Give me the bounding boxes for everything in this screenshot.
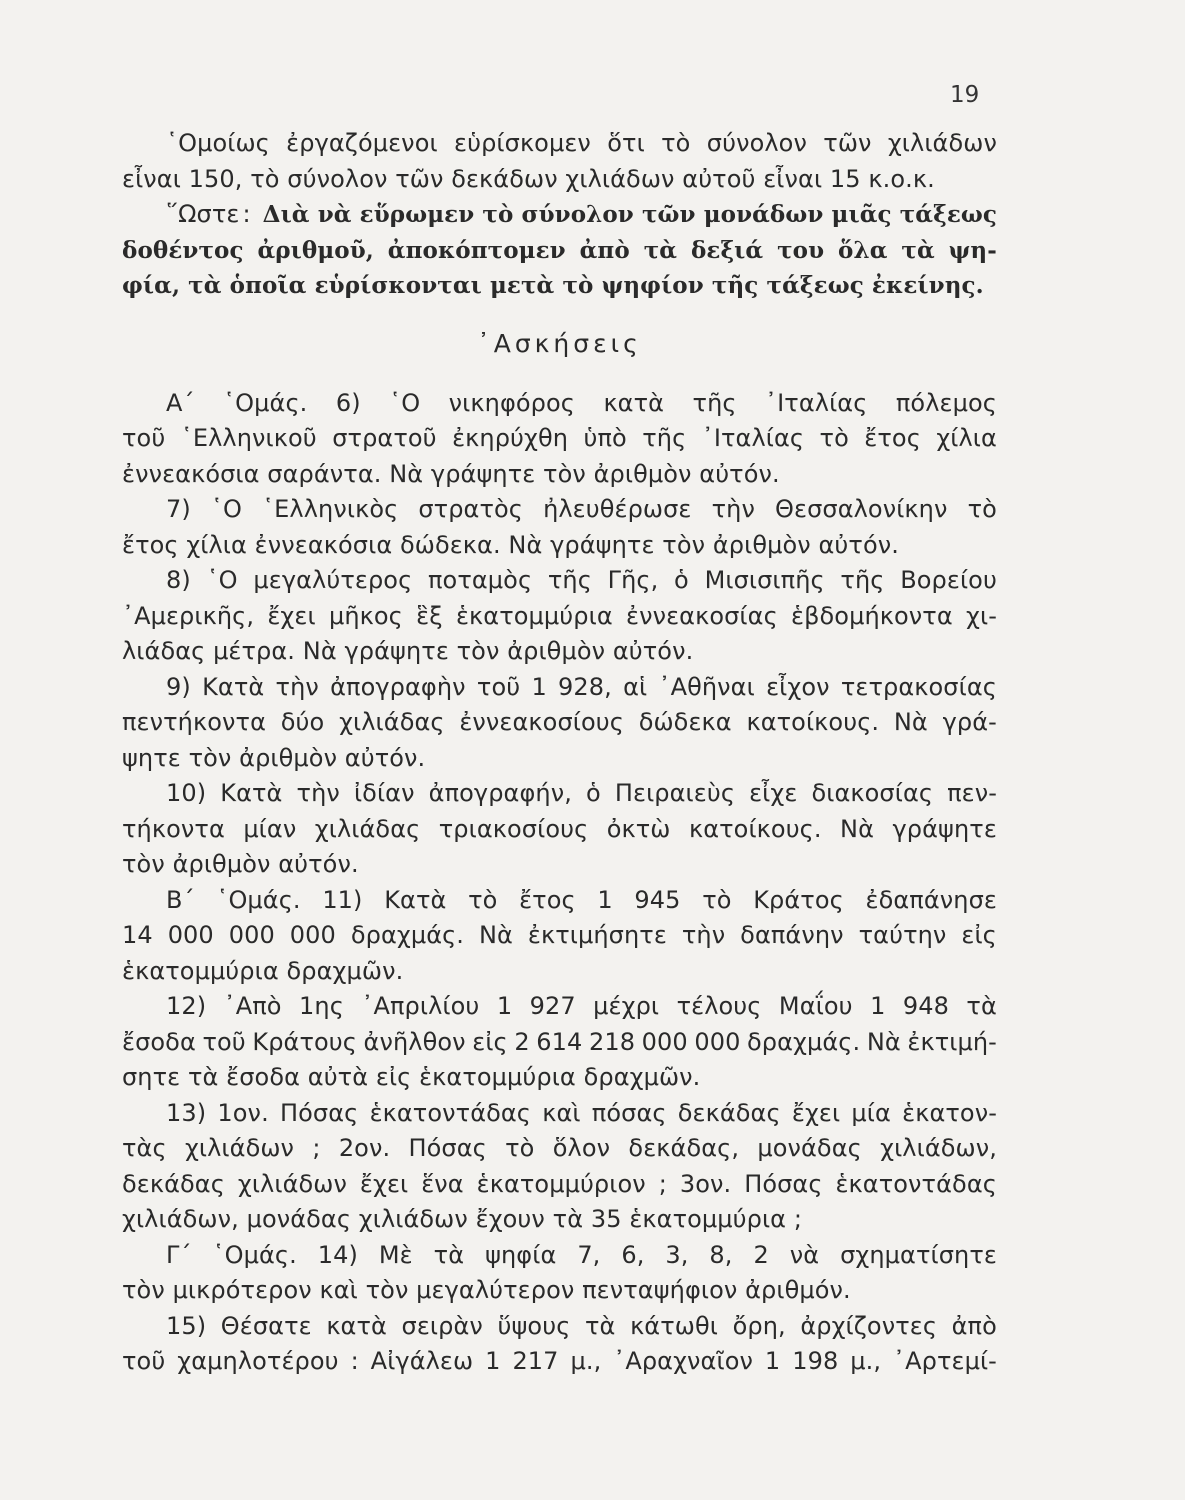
word: ῾Ο bbox=[210, 495, 242, 523]
word: Πόσας bbox=[744, 1169, 823, 1198]
word: ὅτι bbox=[607, 129, 645, 157]
rule-prefix bbox=[166, 197, 251, 233]
word: τὰ bbox=[643, 236, 678, 264]
word: τέλους bbox=[676, 992, 762, 1020]
word: ἐδαπάνησε bbox=[865, 885, 997, 914]
word: μία bbox=[851, 1098, 891, 1127]
word: 218 bbox=[588, 1027, 636, 1056]
word: 928, bbox=[558, 672, 612, 701]
word: ἀριθμοῦ, bbox=[257, 236, 374, 264]
word: 927 bbox=[529, 992, 576, 1020]
word: ἐννεακοσίους bbox=[459, 708, 624, 736]
text-line bbox=[122, 126, 997, 162]
exercise-line bbox=[122, 1060, 997, 1096]
word: 13) bbox=[166, 1098, 207, 1127]
word: δραχμάς. bbox=[350, 921, 465, 949]
text-span: ψητε τὸν ἀριθμὸν αὐτόν. bbox=[122, 743, 426, 772]
word: 217 bbox=[512, 1347, 559, 1375]
word: μῆκος bbox=[328, 601, 403, 630]
text-span bbox=[166, 1238, 997, 1274]
word: 11) bbox=[322, 885, 363, 914]
word: ποταμὸς bbox=[427, 566, 533, 594]
word: Γῆς, bbox=[607, 566, 659, 594]
word: Πόσας bbox=[408, 1134, 487, 1162]
word: ὅλα bbox=[838, 236, 888, 264]
word: χιλιάδας bbox=[339, 708, 445, 736]
exercise-line bbox=[122, 421, 997, 457]
word: τῆς bbox=[642, 424, 687, 452]
word: χιλιάδων, bbox=[880, 1134, 997, 1162]
rule-text bbox=[122, 233, 997, 269]
word: 000 bbox=[289, 921, 336, 949]
word: ἀπογραφὴν bbox=[330, 672, 466, 701]
word: τὸ bbox=[967, 495, 997, 523]
word: Πόσας bbox=[280, 1098, 359, 1127]
exercise-line bbox=[122, 1238, 997, 1274]
word: 12) bbox=[166, 992, 207, 1020]
text-span bbox=[122, 1167, 997, 1203]
word: ᾿Ιταλίας bbox=[765, 388, 868, 417]
word: 1 bbox=[531, 672, 547, 701]
word: 1 bbox=[597, 885, 613, 914]
text-span bbox=[122, 599, 997, 635]
word: χι- bbox=[966, 601, 997, 630]
word: νὰ bbox=[789, 1240, 820, 1269]
rule-line bbox=[122, 197, 997, 233]
rule-text: Διὰ νὰ εὕρωμεν τὸ σύνολον τῶν μονάδων μιᾶς τάξεως bbox=[262, 201, 997, 228]
word: ᾿Αθῆναι bbox=[658, 672, 755, 701]
word: τὰ bbox=[901, 236, 935, 264]
word: ἀποκόπτομεν bbox=[387, 236, 566, 264]
word: αἱ bbox=[623, 672, 648, 701]
word: μονάδας bbox=[757, 1134, 862, 1162]
word: ψηφία bbox=[485, 1240, 557, 1269]
text-span: λιάδας μέτρα. Νὰ γράψητε τὸν ἀριθμὸν αὐτόν. bbox=[122, 637, 694, 665]
text-span: εἶναι 150, τὸ σύνολον τῶν δεκάδων χιλιάδων αὐτοῦ εἶναι 15 κ.ο.κ. bbox=[122, 164, 935, 193]
exercise-line bbox=[122, 954, 997, 990]
word: ἔσοδα bbox=[122, 1027, 196, 1056]
word: τοῦ bbox=[476, 672, 521, 701]
text-span bbox=[122, 421, 997, 457]
word: ἔχει bbox=[359, 1169, 409, 1198]
word: ὁ bbox=[586, 779, 601, 807]
exercise-line bbox=[122, 1309, 997, 1345]
word: 2 bbox=[514, 1027, 530, 1056]
word: ἑκατον- bbox=[902, 1098, 997, 1127]
exercise-line bbox=[122, 883, 997, 919]
word: 000 bbox=[228, 921, 275, 949]
text-span: τὸν ἀριθμὸν αὐτόν. bbox=[122, 850, 359, 878]
word: κατὰ bbox=[326, 1311, 387, 1340]
word: Κατὰ bbox=[220, 779, 283, 807]
word: ἑκατομμύρια bbox=[455, 601, 613, 630]
text-span: ἐννεακόσια σαράντα. Νὰ γράψητε τὸν ἀριθμὸν αὐτόν. bbox=[122, 459, 780, 488]
word: χαμηλοτέρου bbox=[177, 1347, 339, 1375]
word: Κατὰ bbox=[384, 885, 447, 914]
word: σύνολον bbox=[706, 129, 807, 157]
word: ἕνα bbox=[421, 1169, 464, 1198]
word: ἑκατοντάδας bbox=[369, 1098, 531, 1127]
word: 1 bbox=[485, 1347, 501, 1375]
word: ; bbox=[658, 1169, 667, 1198]
exercise-line bbox=[122, 741, 997, 777]
word: τὰ bbox=[584, 1311, 616, 1340]
rule-text: φία, τὰ ὁποῖα εὑρίσκονται μετὰ τὸ ψηφίον τῆς τάξεως ἐκείνης. bbox=[122, 272, 984, 299]
word: ᾿Αραχναῖον bbox=[613, 1347, 753, 1375]
word: τὰς bbox=[122, 1134, 167, 1162]
word: ῾Ομάς. bbox=[216, 885, 301, 914]
word: Β΄ bbox=[166, 885, 195, 914]
word: Βορείου bbox=[900, 566, 997, 594]
word: εἶχον bbox=[766, 672, 830, 701]
word: ὀκτὼ bbox=[606, 814, 671, 843]
word: δεκάδας bbox=[677, 1098, 781, 1127]
word: τριακοσίους bbox=[438, 814, 589, 843]
word: τὴν bbox=[275, 672, 319, 701]
text-span: σητε τὰ ἔσοδα αὐτὰ εἰς ἑκατομμύρια δραχμῶν. bbox=[122, 1063, 701, 1091]
word: χιλιάδων bbox=[237, 1169, 347, 1198]
word: δραχμάς. bbox=[747, 1027, 861, 1056]
word: ῾Ομοίως bbox=[166, 129, 270, 157]
word: ἐννεακοσίας bbox=[626, 601, 778, 630]
word: ᾿Αρτεμί- bbox=[893, 1347, 997, 1375]
page-number: 19 bbox=[950, 82, 980, 108]
word: πόλεμος bbox=[895, 388, 997, 417]
word: ἑκατομμύριον bbox=[476, 1169, 646, 1198]
word: χιλιάδας bbox=[314, 814, 421, 843]
exercise-line bbox=[122, 989, 997, 1025]
word: 7) bbox=[166, 495, 191, 523]
word: ἓξ bbox=[416, 601, 443, 630]
word: ὕψους bbox=[497, 1311, 571, 1340]
word: ταύτην bbox=[858, 921, 947, 949]
word: ἑβδομήκοντα bbox=[791, 601, 953, 630]
word: ὁ bbox=[674, 566, 689, 594]
word: ἀπὸ bbox=[951, 1311, 997, 1340]
word: δώδεκα bbox=[638, 708, 732, 736]
word: 6, bbox=[621, 1240, 645, 1269]
text-span bbox=[166, 492, 997, 528]
word: τὰ bbox=[433, 1240, 465, 1269]
word: καὶ bbox=[542, 1098, 581, 1127]
word: ᾿Απὸ bbox=[223, 992, 282, 1020]
word: 1ης bbox=[299, 992, 344, 1020]
exercise-line bbox=[122, 1131, 997, 1167]
word: ἀνῆλθον bbox=[363, 1027, 466, 1056]
word: ἐκηρύχθη bbox=[452, 424, 569, 452]
exercise-line bbox=[122, 599, 997, 635]
word: 1 bbox=[870, 992, 886, 1020]
word: τὴν bbox=[681, 921, 726, 949]
word: σειρὰν bbox=[401, 1311, 483, 1340]
word: Νὰ bbox=[840, 814, 875, 843]
word: τετρακοσίας bbox=[840, 672, 997, 701]
word: 3, bbox=[665, 1240, 689, 1269]
word: χιλιάδων bbox=[184, 1134, 295, 1162]
word: Α΄ bbox=[166, 388, 195, 417]
word: του bbox=[777, 236, 825, 264]
word: τὴν bbox=[296, 779, 340, 807]
word: τοῦ bbox=[202, 1027, 246, 1056]
exercise-line bbox=[122, 1273, 997, 1309]
word: 3ον. bbox=[679, 1169, 732, 1198]
word: 948 bbox=[902, 992, 949, 1020]
word: ῾Ελληνικὸς bbox=[262, 495, 399, 523]
word: τήκοντα bbox=[122, 814, 225, 843]
exercise-line bbox=[122, 918, 997, 954]
word: ἠλευθέρωσε bbox=[543, 495, 692, 523]
word: χιλιάδων bbox=[887, 129, 997, 157]
word: 8, bbox=[709, 1240, 733, 1269]
word: ῾Ελληνικοῦ bbox=[180, 424, 317, 452]
word: τὸ bbox=[819, 424, 849, 452]
exercise-line bbox=[122, 670, 997, 706]
word: χίλια bbox=[936, 424, 997, 452]
word: δεκάδας, bbox=[628, 1134, 740, 1162]
word: ῾Ο bbox=[206, 566, 238, 594]
word: δεκάδας bbox=[122, 1169, 225, 1198]
exercise-line bbox=[122, 1096, 997, 1132]
text-span bbox=[122, 1131, 997, 1167]
section-heading: ᾿Ασκήσεις bbox=[477, 328, 642, 358]
word: 10) bbox=[166, 779, 207, 807]
text-span: χιλιάδων, μονάδας χιλιάδων ἔχουν τὰ 35 ἑκατομμύρια ; bbox=[122, 1205, 803, 1233]
word: μέχρι bbox=[593, 992, 660, 1020]
text-span bbox=[166, 386, 997, 422]
word: ᾿Απριλίου bbox=[361, 992, 480, 1020]
word: 000 bbox=[641, 1027, 688, 1056]
text-span bbox=[166, 1309, 997, 1345]
word: : bbox=[242, 200, 251, 228]
word: ῞Ωστε bbox=[166, 200, 240, 228]
text-span: τὸν μικρότερον καὶ τὸν μεγαλύτερον πενταψήφιον ἀριθμόν. bbox=[122, 1276, 851, 1304]
word: : bbox=[350, 1347, 359, 1375]
word: ἐκτιμήσητε bbox=[527, 921, 667, 949]
word: μίαν bbox=[243, 814, 297, 843]
word: δύο bbox=[280, 708, 325, 736]
word: 198 bbox=[792, 1347, 839, 1375]
rule-line bbox=[122, 268, 997, 304]
word: ὑπὸ bbox=[583, 424, 627, 452]
word: ᾿Αμερικῆς, bbox=[122, 601, 255, 630]
word: ἔτος bbox=[864, 424, 921, 452]
text-span bbox=[122, 1025, 997, 1061]
word: τῆς bbox=[840, 566, 885, 594]
exercise-list bbox=[122, 386, 997, 1380]
word: τὸ bbox=[661, 129, 691, 157]
word: ῾Ο bbox=[389, 388, 421, 417]
word: γράψητε bbox=[892, 814, 997, 843]
word: δοθέντος bbox=[122, 236, 244, 264]
word: ῾Ομάς. bbox=[212, 1240, 297, 1269]
word: ὅλον bbox=[552, 1134, 611, 1162]
word: ἔχει bbox=[791, 1098, 841, 1127]
text-span bbox=[122, 918, 997, 954]
exercise-line bbox=[122, 492, 997, 528]
word: Αἰγάλεω bbox=[370, 1347, 474, 1375]
word: Κράτος bbox=[753, 885, 844, 914]
word: 7, bbox=[577, 1240, 601, 1269]
exercise-line bbox=[122, 812, 997, 848]
word: στρατὸς bbox=[418, 495, 523, 523]
exercise-line bbox=[122, 847, 997, 883]
word: ἰδίαν bbox=[353, 779, 415, 807]
word: Μὲ bbox=[378, 1240, 413, 1269]
exercise-line bbox=[122, 528, 997, 564]
word: εὑρίσκομεν bbox=[454, 129, 591, 157]
word: 2ον. bbox=[338, 1134, 391, 1162]
word: Νὰ bbox=[893, 708, 928, 736]
word: τῶν bbox=[823, 129, 872, 157]
text-span bbox=[166, 883, 997, 919]
word: Κράτους bbox=[252, 1027, 357, 1056]
word: 945 bbox=[634, 885, 681, 914]
word: σχηματίσητε bbox=[840, 1240, 997, 1269]
word: τὰ bbox=[966, 992, 997, 1020]
text-line bbox=[122, 162, 997, 198]
word: ἔχει bbox=[267, 601, 316, 630]
word: γρά- bbox=[942, 708, 997, 736]
word: Νὰ bbox=[866, 1027, 901, 1056]
word: μ., bbox=[570, 1347, 602, 1375]
word: Κατὰ bbox=[202, 672, 265, 701]
word: διακοσίας bbox=[811, 779, 934, 807]
word: Νὰ bbox=[478, 921, 513, 949]
word: ᾿Ιταλίας bbox=[701, 424, 805, 452]
word: 000 bbox=[694, 1027, 741, 1056]
word: ἀπὸ bbox=[579, 236, 630, 264]
word: ἀρχίζοντες bbox=[800, 1311, 938, 1340]
word: ἑκατοντάδας bbox=[835, 1169, 997, 1198]
word: Πειραιεὺς bbox=[614, 779, 736, 807]
word: τοῦ bbox=[122, 1347, 166, 1375]
word: 1ον. bbox=[217, 1098, 269, 1127]
word: τῆς bbox=[692, 388, 737, 417]
word: ἐκτιμή- bbox=[907, 1027, 997, 1056]
exercise-line bbox=[122, 705, 997, 741]
exercise-line bbox=[122, 1025, 997, 1061]
word: ἐργαζόμενοι bbox=[286, 129, 438, 157]
text-span bbox=[122, 705, 997, 741]
word: 15) bbox=[166, 1311, 207, 1340]
exercise-line bbox=[122, 563, 997, 599]
word: Θεσσαλονίκην bbox=[775, 495, 948, 523]
word: τὴν bbox=[711, 495, 755, 523]
exercise-line bbox=[122, 386, 997, 422]
word: Μαΐου bbox=[778, 992, 853, 1020]
word: 14) bbox=[317, 1240, 358, 1269]
text-span bbox=[166, 563, 997, 599]
word: 9) bbox=[166, 672, 191, 701]
word: ὄρη, bbox=[732, 1311, 786, 1340]
word: κατὰ bbox=[603, 388, 665, 417]
text-span bbox=[122, 812, 997, 848]
word: δαπάνην bbox=[740, 921, 844, 949]
word: πεντήκοντα bbox=[122, 708, 266, 736]
text-span bbox=[166, 989, 997, 1025]
page-body bbox=[122, 126, 997, 1380]
word: κατοίκους. bbox=[688, 814, 822, 843]
word: τοῦ bbox=[122, 424, 166, 452]
word: 6) bbox=[335, 388, 361, 417]
word: νικηφόρος bbox=[448, 388, 575, 417]
word: ψη- bbox=[948, 236, 997, 264]
word: πεν- bbox=[947, 779, 997, 807]
word: εἶχε bbox=[749, 779, 798, 807]
word: ἔτος bbox=[519, 885, 576, 914]
text-span bbox=[166, 776, 997, 812]
word: ἀπογραφήν, bbox=[428, 779, 572, 807]
word: ῾Ομάς. bbox=[223, 388, 308, 417]
word: μ., bbox=[850, 1347, 882, 1375]
word: δεξιά bbox=[690, 236, 764, 264]
word: 1 bbox=[496, 992, 513, 1020]
text-span bbox=[166, 1096, 997, 1132]
word: στρατοῦ bbox=[332, 424, 437, 452]
text-span bbox=[122, 1344, 997, 1380]
word: κατοίκους. bbox=[746, 708, 880, 736]
word: Γ΄ bbox=[166, 1240, 192, 1269]
word: μεγαλύτερος bbox=[253, 566, 413, 594]
word: Θέσατε bbox=[220, 1311, 312, 1340]
text-span bbox=[166, 670, 997, 706]
word: τὸ bbox=[468, 885, 498, 914]
exercise-line bbox=[122, 634, 997, 670]
word: 14 bbox=[122, 921, 153, 949]
word: 000 bbox=[167, 921, 214, 949]
word: 8) bbox=[166, 566, 191, 594]
rule-line bbox=[122, 233, 997, 269]
exercise-line bbox=[122, 1344, 997, 1380]
word: τὸ bbox=[702, 885, 732, 914]
text-span bbox=[166, 126, 997, 162]
word: 614 bbox=[536, 1027, 583, 1056]
word: εἰς bbox=[961, 921, 997, 949]
word: 2 bbox=[753, 1240, 769, 1269]
exercise-line bbox=[122, 776, 997, 812]
word: εἰς bbox=[472, 1027, 508, 1056]
word: 1 bbox=[764, 1347, 781, 1375]
exercise-line bbox=[122, 457, 997, 493]
word: κάτωθι bbox=[630, 1311, 718, 1340]
exercise-line bbox=[122, 1202, 997, 1238]
text-span: ἔτος χίλια ἐννεακόσια δώδεκα. Νὰ γράψητε τὸν ἀριθμὸν αὐτόν. bbox=[122, 530, 899, 559]
word: τῆς bbox=[547, 566, 592, 594]
word: τὸ bbox=[505, 1134, 535, 1162]
word: ; bbox=[312, 1134, 321, 1162]
word: Μισισιπῆς bbox=[704, 566, 825, 594]
word: πόσας bbox=[591, 1098, 667, 1127]
exercise-line bbox=[122, 1167, 997, 1203]
text-span: ἑκατομμύρια δραχμῶν. bbox=[122, 956, 404, 985]
